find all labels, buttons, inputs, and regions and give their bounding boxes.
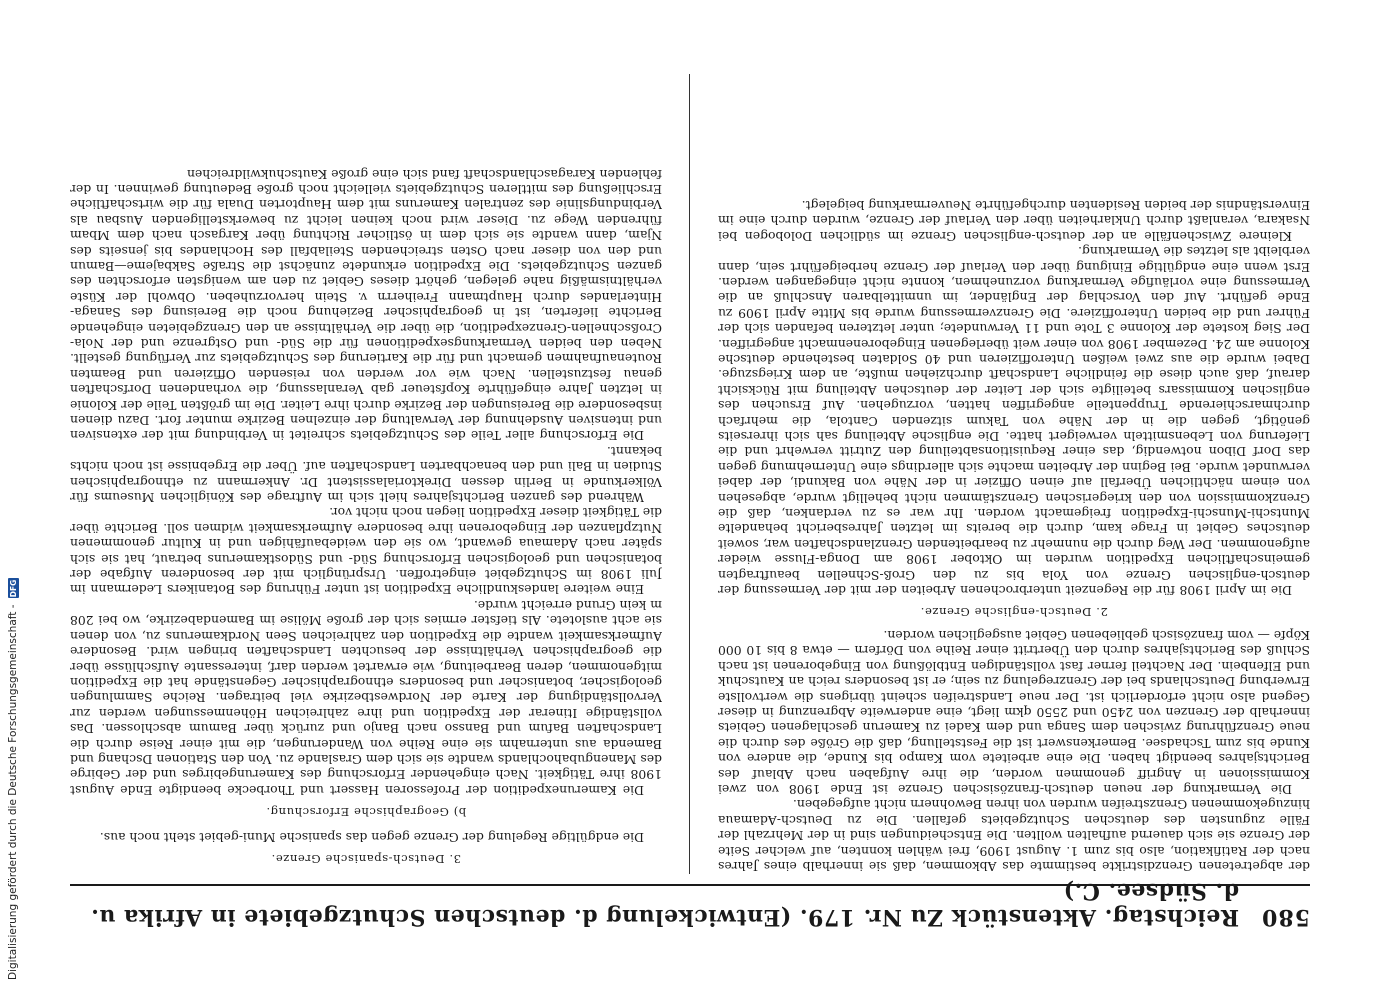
dfg-logo: DFG — [8, 579, 18, 598]
right-column — [70, 74, 662, 874]
page-number: 580 — [1261, 904, 1310, 930]
paragraph: Während des ganzen Berichtsjahres hielt sich im Auftrage des Königlichen Museums für Völkerkunde in Berlin dessen Direktorialassistent Dr. Ankermann zu ethnographischen Studien in Bali und den benachbarten Landschaften auf. Über die Ergebnisse ist noch nichts bekannt. — [70, 443, 662, 506]
paragraph: Kleinere Zwischenfälle an der deutsch-englischen Grenze im südlichen Dolobogen bei Nsakara, veranlaßt durch Unklarheiten über den Verlauf der Grenze, wurden durch eine im Einverständnis der beiden Residenten durchgeführte Neuvermarkung beigelegt. — [718, 197, 1310, 244]
section-heading: 3. Deutsch-spanische Grenze. — [271, 852, 461, 866]
column-divider — [689, 74, 690, 874]
subsection-heading: b) Geographische Erforschung. — [265, 805, 467, 820]
credit-text: Digitalisierung gefördert durch die Deutsche Forschungsgemeinschaft - — [7, 604, 19, 980]
digitization-credit — [6, 520, 20, 980]
left-column — [718, 74, 1310, 874]
page-header — [70, 878, 1310, 930]
section-heading: 2. Deutsch-englische Grenze. — [920, 605, 1108, 620]
paragraph: der abgetretenen Grenzdistrikte bestimmte das Abkommen, daß sie innerhalb eines Jahres nach der Ratifikation, also bis zum 1. August 1909, frei wählen konnten, auf welcher Seite der Grenze sie sich dauernd aufhalten wollten. Die Entscheidungen sind in der Mehrzahl der Fälle zugunsten des deutschen Schutzgebiets gefallen. Die zu Deutsch-Adamaua hinzugekommenen Grenzstreifen wurden von ihren Bewohnern nicht aufgegeben. — [718, 797, 1310, 874]
paragraph: Die Kamerunexpedition der Professoren Hassert und Thorbecke beendigte Ende August 1908 ihre Tätigkeit. Nach eingehender Erforschung des Kamerungebirges und der Gebirge des Manengubahochlands wandte sie sich dem Graslande zu. Von den Stationen Dschang und Bamenda aus unternahm sie eine Reihe von Wanderungen, die mit einer Reise durch die Landschaften Bafum und Bansso nach Banjo und zurück über Bamum abschlossen. Das vollständige Itinerar der Expedition und ihre zahlreichen Höhenmessungen werden zur Vervollständigung der Karte der Nordwestbezirke viel beitragen. Reiche Sammlungen geologischer, botanischer und besonders ethnographischer Gegenstände hat die Expedition mitgenommen, deren Bearbeitung, wie erwartet werden darf, interessante Aufschlüsse über die geographischen Verhältnisse der besuchten Landschaften bringen wird. Besondere Aufmerksamkeit wandte die Expedition den zahlreichen Seen Nordkameruns zu, von denen sie acht auslotete. Als tiefster ermies sich der große Mölise im Bamendabezirke, wo bei 208 m kein Grund erreicht wurde. — [70, 597, 662, 798]
paragraph: Die Vermarkung der neuen deutsch-französischen Grenze ist Ende 1908 von zwei Kommissionen in Angriff genommen worden, die ihre Aufgaben nach Ablauf des Berichtsjahres beendigt haben. Die eine arbeitete vom Kampo bis Kunde, die andere von Kunde bis zum Tschadsee. Bemerkenswert ist die Feststellung, daß die Größe des durch die neue Grenzführung zwischen dem Sanga und dem Kadei zu Kamerun geschlagenen Gebiets innerhalb der Grenzen von 2450 und 2550 qkm liegt, eine anderweite Abgrenzung in dieser Gegend also nicht erforderlich ist. Der neue Landstreifen scheint übrigens die wertvollste Erwerbung Deutschlands bei der Grenzregelung zu sein; er ist besonders reich an Kautschuk und Elfenbein. Der Nachteil ferner fast vollständigen Entblößung von Eingeborenen ist nach Schluß des Berichtsjahres durch den Übertritt einer Reihe von Dörfern — etwa 8 bis 10 000 Köpfe — vom französisch gebliebenen Gebiet ausgeglichen worden. — [718, 627, 1310, 797]
paragraph: Die endgültige Regelung der Grenze gegen das spanische Muni-gebiet steht noch aus. — [99, 829, 644, 845]
running-title: Reichstag. Aktenstück Zu Nr. 179. (Entwickelung d. deutschen Schutzgebiete in Afrika u. d. Südsee. C.) — [90, 878, 1240, 930]
scanned-page — [70, 70, 1310, 930]
paragraph: Die Erforschung aller Teile des Schutzgebiets schreitet in Verbindung mit der extensiven und intensiven Ausdehnung der Verwaltung der einzelnen Bezirke munter fort. Dazu dienen insbesondere die Bereisungen der Bezirke durch ihre Leiter. Die im größten Teile der Kolonie in letzten Jahre eingeführte Kopfsteuer gab Veranlassung, die vorhandenen Dorfschaften genau festzustellen. Nach wie vor werden von reisenden Offizieren und Beamten Routenaufnahmen gemacht und für die Kartierung des Schutzgebiets zur Verfügung gestellt. Neben den beiden Vermarkungsexpeditionen für die Süd- und Ostgrenze und der Nola-Croßschnellen-Grenzexpedition, die über die Verhältnisse an den Grenzgebieten eingehende Berichte lieferten, ist in geographischer Beziehung noch die Bereisung des Sanaga-Hinterlandes durch Hauptmann Freiherrn v. Stein hervorzuheben. Obwohl der Küste verhältnismäßig nahe gelegen, gehört dieses Gebiet zu den am wenigsten erforschten des ganzen Schutzgebiets. Die Expedition erkundete zunächst die Straße Sakbajeme—Bamun und den von dieser nach Osten streichenden Steilabfall des Hochlandes bis jenseits des Njam, dann wandte sie sich dem in östlicher Richtung über Kargasch nach dem Mbam führenden Wege zu. Dieser wird noch keinen leicht zu bewerkstelligenden Ausbau als Verbindungslinie des zentralen Kameruns mit dem Hauptorten Duala für die wirtschaftliche Erschließung des mittleren Schutzgebiets vielleicht noch große Bedeutung gewinnen. In der fehlenden Karagaschlandschaft fand sich eine große Kautschukwildreichen — [70, 166, 662, 444]
paragraph: Eine weitere landeskundliche Expedition ist unter Führung des Botanikers Ledermann im Juli 1908 im Schutzgebiet eingetroffen. Ursprünglich mit der besonderen Aufgabe der botanischen und geologischen Erforschung Süd- und Südostkameruns betraut, hat sie sich später nach Adamaua gewandt, wo sie den weidebaufähigen und in Kultur genommenen Nutzpflanzen der Eingeborenen ihre besondere Aufmerksamkeit widmen soll. Berichte über die Tätigkeit dieser Expedition liegen noch nicht vor. — [70, 505, 662, 598]
paragraph: Die im April 1908 für die Regenzeit unterbrochenen Arbeiten der mit der Vermessung der deutsch-englischen Grenze von Yola bis zu den Groß-Schnellen beauftragten gemeinschaftlichen Expedition wurden im Oktober 1908 am Donga-Flusse wieder aufgenommen. Der Weg durch die nunmehr zu bearbeitenden Grenzlandschaften war, soweit deutsches Gebiet in Frage kam, durch die bereits im letzten Jahresbericht behandelte Muntschi-Munschi-Expedition freigemacht worden. Ihr war es zu verdanken, daß die Grenzkommission von den kriegerischen Grenzstämmen nicht behelligt wurde, abgesehen von einem nächtlichen Überfall auf einen Offizier in der Nähe von Bakundi, der dabei verwundet wurde. Bei Beginn der Arbeiten machte sich allerdings eine Unternehmung gegen das Dorf Dibon notwendig, das einer Requisitionsabteilung den Zutritt verwehrt und die Lieferung von Lebensmitteln verweigert hatte. Die englische Abteilung sah sich ihrerseits genötigt, gegen die in der Nähe von Takum sitzenden Cantola, die mehrfach durchmarschierende Truppenteile angegriffen hatten, vorzugehen. Auf Ersuchen des englischen Kommissars beteiligte sich der Leiter der deutschen Abteilung mit Rücksicht darauf, daß auch diese die feindliche Landschaft durchziehen mußte, an dem Kriegszuge. Dabei wurde die aus zwei weißen Unteroffizieren und 40 Soldaten bestehende deutsche Kolonne am 24. Dezember 1908 von einer weit überlegenen Eingeborenenmacht angegriffen. Der Sieg kostete der Kolonne 3 Tote und 11 Verwundete; unter letzteren befanden sich der Führer und die beiden Unteroffiziere. Die Grenzvermessung wurde bis Mitte April 1909 zu Ende geführt. Auf den Vorschlag der Engländer, im unmittelbaren Anschluß an die Vermessung eine vorläufige Vermarkung vorzunehmen, konnte nicht eingegangen werden. Erst wenn eine endgültige Einigung über den Verlauf der Grenze herbeigeführt sein, dann verbleibt als letztes die Vermarkung. — [718, 244, 1310, 599]
